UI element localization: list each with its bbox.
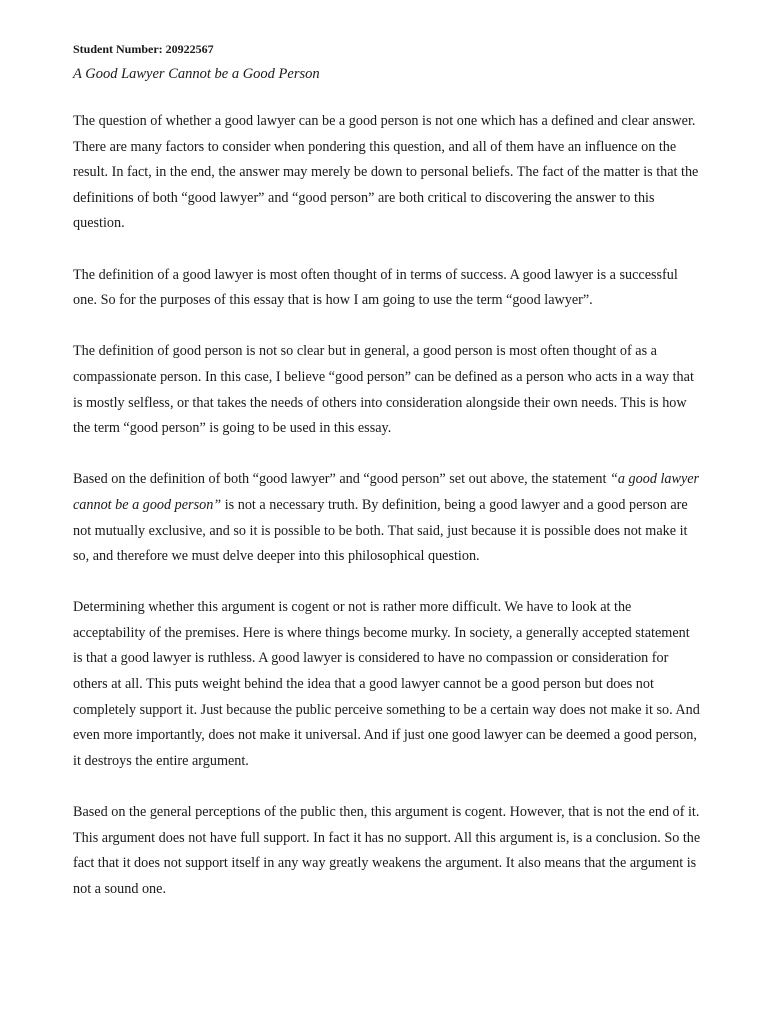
essay-title: A Good Lawyer Cannot be a Good Person xyxy=(73,66,320,82)
paragraph-4-text-before: Based on the definition of both “good lawyer” and “good person” set out above, the statement xyxy=(73,471,611,488)
paragraph-6: Based on the general perceptions of the public then, this argument is cogent. However, that is not the end of it. This argument does not have full support. In fact it has no support. All this argument is, is a conclusion. So the fact that it does not support itself in any way greatly weakens the argument. It also means that the argument is not a sound one. xyxy=(73,804,701,897)
document-page xyxy=(73,40,701,902)
paragraph-1: The question of whether a good lawyer can be a good person is not one which has a defined and clear answer. There are many factors to consider when pondering this question, and all of them have an influence on the result. In fact, in the end, the answer may merely be down to personal beliefs. The fact of the matter is that the definitions of both “good lawyer” and “good person” are both critical to discovering the answer to this question. xyxy=(73,113,699,232)
paragraph-4-italic-quote: “a good lawyer cannot be a good person” xyxy=(73,471,700,513)
paragraph-3: The definition of good person is not so clear but in general, a good person is most often thought of as a compassionate person. In this case, I believe “good person” can be defined as a person who acts in a way that is mostly selfless, or that takes the needs of others into consideration alongside their own needs. This is how the term “good person” is going to be used in this essay. xyxy=(73,343,694,437)
paragraph-2: The definition of a good lawyer is most often thought of in terms of success. A good lawyer is a successful one. So for the purposes of this essay that is how I am going to use the term “good lawyer”. xyxy=(73,266,678,309)
student-number: Student Number: 20922567 xyxy=(73,42,214,56)
paragraph-4-text-after: is not a necessary truth. By definition, being a good lawyer and a good person are not mutually exclusive, and so it is possible to be both. That said, just because it is possible does not make it so, and therefore we must delve deeper into this philosophical question. xyxy=(73,496,688,565)
paragraph-5: Determining whether this argument is cogent or not is rather more difficult. We have to look at the acceptability of the premises. Here is where things become murky. In society, a generally accepted statement is that a good lawyer is ruthless. A good lawyer is considered to have no compassion or consideration for others at all. This puts weight behind the idea that a good lawyer cannot be a good person but does not completely support it. Just because the public perceive something to be a certain way does not make it so. And even more importantly, does not make it universal. And if just one good lawyer can be deemed a good person, it destroys the entire argument. xyxy=(73,599,700,769)
paragraph-4 xyxy=(73,467,701,569)
